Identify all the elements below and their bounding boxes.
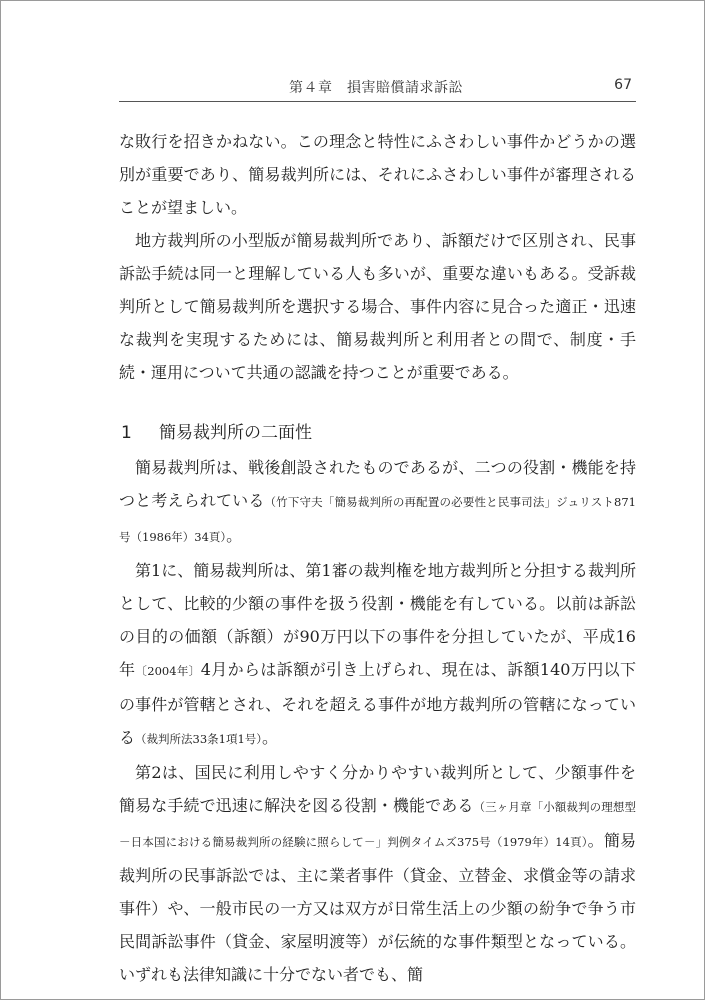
page-number: 67 <box>614 77 632 93</box>
paragraph-5-text-b: 。簡易裁判所の民事訴訟では、主に業者事件（貸金、立替金、求償金等の請求事件）や、一般市民の一方又は双方が日常生活上の少額の紛争で争う市民間訴訟事件（貸金、家屋明渡等）が伝統的な事件類型となっている。いずれも法律知識に十分でない者でも、簡 <box>119 831 636 984</box>
paragraph-1: な敗行を招きかねない。この理念と特性にふさわしい事件かどうかの選別が重要であり、簡易裁判所には、それにふさわしい事件が審理されることが望ましい。 <box>119 132 636 217</box>
running-header <box>119 75 636 99</box>
paragraph-3-end: 。 <box>226 526 243 545</box>
paragraph-3-text: 簡易裁判所は、戦後創設されたものであるが、二つの役割・機能を持つと考えられている <box>119 458 636 510</box>
citation-court-act: （裁判所法33条1項1号） <box>135 732 263 746</box>
body-text <box>119 125 636 991</box>
header-rule <box>119 101 636 102</box>
paragraph-4-text-a: 第1に、簡易裁判所は、第1審の裁判権を地方裁判所と分担する裁判所として、比較的少額の事件を扱う役割・機能を有している。以前は訴訟の目的の価額（訴額）が90万円以下の事件を分担していたが、平成16年 <box>119 561 636 679</box>
citation-mikazuki: （三ヶ月章「小額裁判の理想型－日本国における簡易裁判所の経験に照らして－」判例タイムズ375号（1979年）14頁） <box>119 800 636 849</box>
paragraph-4 <box>119 554 636 756</box>
section-heading <box>119 418 636 448</box>
paragraph-3 <box>119 451 636 554</box>
paragraph-5 <box>119 756 636 991</box>
section-number: 1 <box>121 423 132 443</box>
citation-takeshita: （竹下守夫「簡易裁判所の再配置の必要性と民事司法」ジュリスト871号（1986年）34頁） <box>119 495 636 544</box>
paragraph-4-end: 。 <box>262 728 279 747</box>
year-note: 〔2004年〕 <box>135 664 201 678</box>
paragraph-5-text-a: 第2は、国民に利用しやすく分かりやすい裁判所として、少額事件を簡易な手続で迅速に解決を図る役割・機能である <box>119 763 636 815</box>
section-title: 簡易裁判所の二面性 <box>159 423 312 443</box>
paragraph-2: 地方裁判所の小型版が簡易裁判所であり、訴額だけで区別され、民事訴訟手続は同一と理解している人も多いが、重要な違いもある。受訴裁判所として簡易裁判所を選択する場合、事件内容に見合った適正・迅速な裁判を実現するためには、簡易裁判所と利用者との間で、制度・手続・運用について共通の認識を持つことが重要である。 <box>119 231 636 382</box>
paragraph-4-text-b: 4月からは訴額が引き上げられ、現在は、訴額140万円以下の事件が管轄とされ、それを超える事件が地方裁判所の管轄になっている <box>119 660 636 747</box>
chapter-title: 第４章 損害賠償請求訴訟 <box>289 80 463 96</box>
